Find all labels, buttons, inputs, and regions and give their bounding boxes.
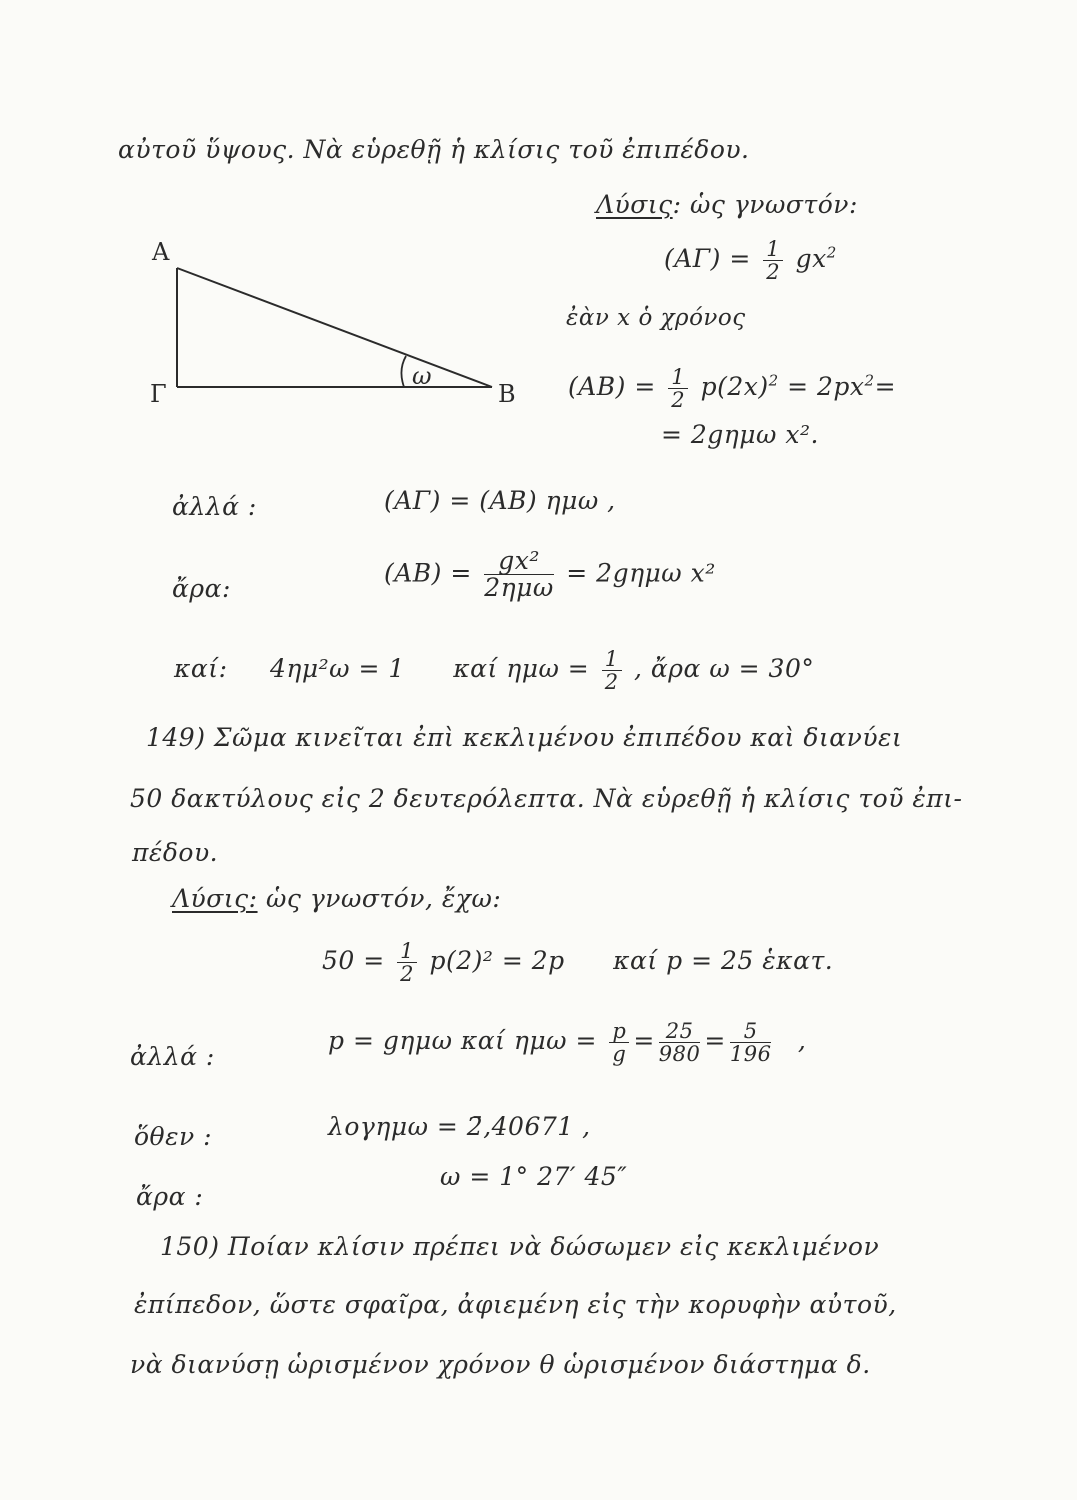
line-ara-1 [172,574,231,603]
solution-label: Λύσις [596,190,673,219]
frac-den: 980 [658,1042,701,1067]
problem-150-line-3 [130,1350,871,1379]
eq-kai-1 [174,648,814,693]
eq-othen [328,1112,591,1141]
solution-heading-1 [596,190,858,219]
exp-two: 2 [864,371,875,390]
problem-149-line-2 [130,784,962,813]
frac-p-over-g [609,1020,629,1065]
eq-50-rhs: καί p = 25 ἑκατ. [613,946,834,976]
problem-150-text-3: νὰ διανύσῃ ὡρισμένον χρόνον θ ὡρισμένον διάστημα δ. [130,1350,871,1379]
problem-150-text-1: 150) Ποίαν κλίσιν πρέπει νὰ δώσωμεν εἰς κεκλιμένον [160,1232,880,1261]
frac-5-196 [730,1020,772,1065]
exp-two: 2 [826,243,837,262]
eq-50-lhs: 50 = [322,946,385,976]
ara-label: ἄρα : [136,1182,204,1211]
eq-50-mid: p(2)² = 2p [429,946,565,976]
line-ean [566,305,746,331]
angle-arc [401,356,406,387]
eq-ag-lhs: (ΑΓ) = [664,244,751,274]
frac-num: 1 [763,238,783,261]
solution-heading-2 [172,884,501,913]
alla-label: ἀλλά : [172,492,257,521]
eq-ara-1-rhs: = 2gημω x² [566,558,716,588]
frac-den: 2 [400,962,415,987]
frac-num: 1 [397,940,417,963]
solution-label: Λύσις: [172,884,258,913]
frac-25-980 [659,1020,701,1065]
problem-149-text-3: πέδου. [132,838,219,867]
problem-150-line-1 [160,1232,879,1261]
eq-alla-1 [384,486,616,515]
frac-num: 5 [730,1020,772,1043]
eq-ag-rhs: gx [795,244,827,274]
frac-den: 2 [671,388,686,413]
triangle-figure [140,230,520,420]
eq-alla-1-text: (ΑΓ) = (ΑΒ) ημω , [384,486,616,515]
line-alla-1 [172,492,257,521]
vertex-g-label: Γ [150,380,167,408]
frac-den: 196 [729,1042,772,1067]
eq-alla-2-end: , [797,1026,807,1056]
frac-half [397,940,417,985]
eq-kai-1-c: , ἄρα ω = 30° [634,654,815,684]
frac-num: 25 [659,1020,701,1043]
exp-two: 2 [768,371,779,390]
line-alla-2 [130,1042,215,1071]
line-ara-2 [136,1182,203,1211]
angle-omega-label: ω [412,362,432,390]
eq-othen-text: λογημω = 2̄,40671 , [328,1112,591,1141]
eq-ab-mid: p(2x) [700,372,769,402]
eq-alla-2-text: p = gημω καί ημω = [328,1026,597,1056]
frac-den: g [612,1042,627,1067]
eq-ab [568,366,896,411]
eq-ab-2-text: = 2gημω x². [661,420,819,449]
frac-half [602,648,622,693]
eq-ara-1 [384,548,716,602]
frac-den: 2 [766,260,781,285]
solution-rest: ὡς γνωστόν, ἔχω: [257,884,502,913]
frac-half [763,238,783,283]
ara-label: ἄρα: [172,574,231,603]
eq-ab-rhs: = 2px [787,372,865,402]
eq-ab-lhs: (ΑΒ) = [568,372,656,402]
kai-label: καί: [174,654,228,684]
eq-ara-2-text: ω = 1° 27′ 45″ [440,1162,628,1191]
problem-149-line-3 [132,838,218,867]
ean-text: ἐὰν x ὁ χρόνος [566,305,746,331]
eq-ab-tail: = [874,372,897,402]
line-intro [118,135,750,164]
frac-num: p [609,1020,629,1043]
eq-alla-2: p = gημω καί ημω = $\frac{p}{g}$ = $\frac{25}{980}$ = $\frac{5}{196}$ , [328,1019,807,1067]
eq-ara-2 [440,1162,627,1191]
vertex-b-label: Β [498,380,516,408]
problem-149-line-1 [146,723,902,752]
eq-kai-1-b: καί ημω = [453,654,590,684]
problem-150-text-2: ἐπίπεδον, ὥστε σφαῖρα, ἀφιεμένη εἰς τὴν κορυφὴν αὐτοῦ, [134,1290,897,1319]
othen-label: ὅθεν : [134,1122,213,1151]
frac-num: gx² [484,548,554,575]
problem-149-text-1: 149) Σῶμα κινεῖται ἐπὶ κεκλιμένου ἐπιπέδου καὶ διανύει [146,723,903,752]
frac-half [668,366,688,411]
vertex-a-label: Α [152,238,170,266]
frac-gx2-over-2hmw [484,548,554,602]
eq-ag [664,238,837,283]
eq-50 [322,940,833,985]
frac-num: 1 [668,366,688,389]
eq-ara-1-lhs: (ΑΒ) = [384,558,472,588]
frac-den: 2ημω [484,573,554,603]
frac-den: 2 [604,670,619,695]
solution-rest: : ὡς γνωστόν: [672,190,858,219]
side-ab [177,268,492,387]
alla-label: ἀλλά : [130,1042,215,1071]
eq-kai-1-a: 4ημ²ω = 1 [269,654,405,684]
eq-ab-2 [661,420,819,449]
frac-num: 1 [602,648,622,671]
problem-150-line-2 [134,1290,897,1319]
problem-149-text-2: 50 δακτύλους εἰς 2 δευτερόλεπτα. Νὰ εὑρεθῇ ἡ κλίσις τοῦ ἐπι- [130,784,963,813]
line-othen [134,1122,212,1151]
intro-text: αὐτοῦ ὕψους. Νὰ εὑρεθῇ ἡ κλίσις τοῦ ἐπιπέδου. [118,135,750,164]
